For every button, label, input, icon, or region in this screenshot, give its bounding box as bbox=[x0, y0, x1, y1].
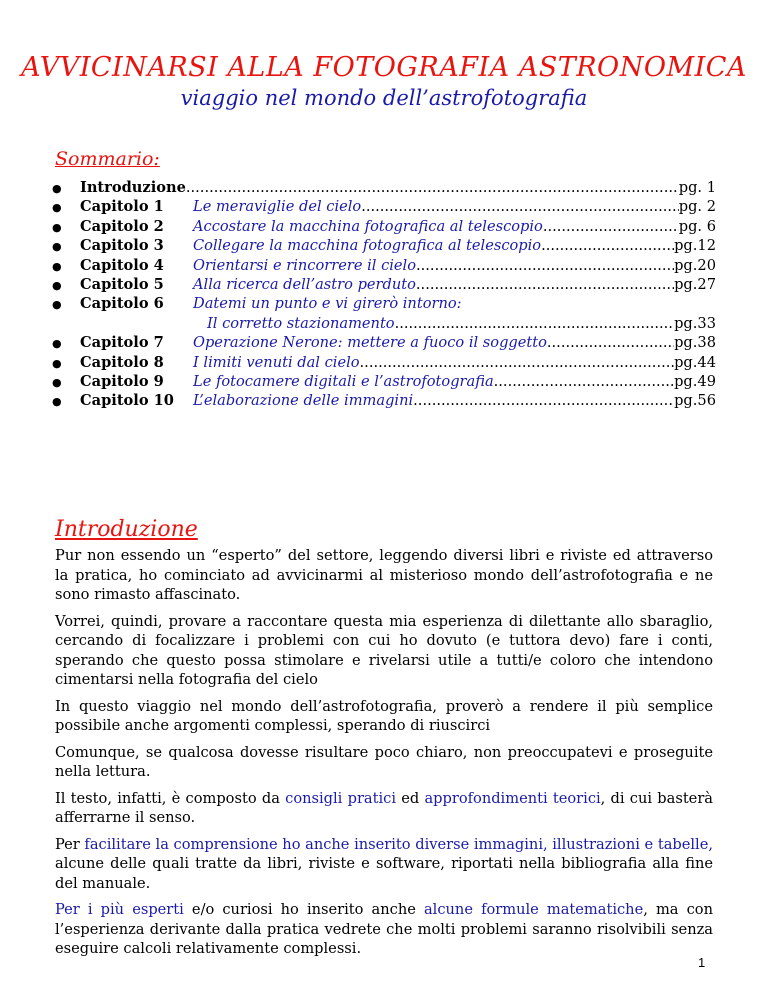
toc-leader bbox=[186, 178, 679, 197]
bullet-icon: ● bbox=[52, 259, 62, 273]
toc-chapter-label: Capitolo 10 bbox=[80, 392, 174, 410]
toc-leader bbox=[413, 391, 674, 410]
document-subtitle: viaggio nel mondo dell’astrofotografia bbox=[180, 86, 588, 110]
section-heading-introduzione: Introduzione bbox=[55, 517, 198, 542]
toc-leader bbox=[416, 256, 674, 275]
toc-leader bbox=[547, 333, 674, 352]
toc-heading: Sommario: bbox=[55, 148, 160, 170]
toc-leader bbox=[543, 217, 679, 236]
toc-chapter-label: Capitolo 1 bbox=[80, 198, 164, 216]
highlight-piu-esperti: Per i più esperti bbox=[55, 901, 184, 918]
paragraph: Pur non essendo un “esperto” del settore, leggendo diversi libri e riviste ed attraverso la pratica, ho cominciato ad avvicinarmi al misterioso mondo dell’astrofotografia e ne sono rimasto affascinato. bbox=[55, 547, 713, 603]
bullet-icon: ● bbox=[52, 375, 62, 389]
toc-page: pg. 6 bbox=[678, 217, 716, 235]
toc-leader bbox=[360, 353, 675, 372]
text-run: ed bbox=[396, 789, 425, 807]
paragraph bbox=[55, 900, 713, 959]
bullet-icon: ● bbox=[52, 395, 62, 409]
highlight-immagini: facilitare la comprensione ho anche inserito diverse immagini, illustrazioni e tabelle, bbox=[84, 835, 713, 853]
paragraph: Vorrei, quindi, provare a raccontare questa mia esperienza di dilettante allo sbaraglio, cercando di focalizzare i problemi con cui ho dovuto (e tuttora devo) fare i conti, sperando che questo possa stimolare e rivelarsi utile a tutti/e coloro che intendono cimentarsi nella fotografia del cielo bbox=[55, 612, 713, 688]
toc-chapter-label: Capitolo 9 bbox=[80, 372, 164, 390]
toc-leader bbox=[395, 314, 674, 333]
toc-row bbox=[52, 353, 716, 372]
toc-page: pg.33 bbox=[674, 314, 716, 332]
bullet-icon: ● bbox=[52, 278, 62, 292]
bullet-icon: ● bbox=[52, 337, 62, 351]
toc-page: pg.56 bbox=[674, 392, 716, 410]
toc-chapter-title: Le meraviglie del cielo bbox=[193, 198, 362, 216]
toc-chapter-label: Capitolo 8 bbox=[80, 353, 164, 371]
toc-chapter-label: Capitolo 3 bbox=[80, 237, 164, 255]
bullet-icon: ● bbox=[52, 182, 62, 195]
toc-row-intro bbox=[52, 178, 716, 197]
toc-page: pg.49 bbox=[674, 372, 716, 390]
toc-chapter-label: Capitolo 4 bbox=[80, 256, 164, 274]
highlight-consigli-pratici: consigli pratici bbox=[285, 789, 396, 807]
bullet-icon: ● bbox=[52, 220, 62, 234]
toc-page: pg.20 bbox=[674, 256, 716, 274]
paragraph: Comunque, se qualcosa dovesse risultare poco chiaro, non preoccupatevi e proseguite nella lettura. bbox=[55, 743, 713, 780]
introduzione-body bbox=[55, 546, 713, 966]
toc-intro-label: Introduzione bbox=[80, 179, 186, 196]
toc-chapter-label: Capitolo 5 bbox=[80, 275, 164, 293]
toc-page: pg.27 bbox=[674, 275, 716, 293]
toc-row bbox=[52, 236, 716, 255]
toc-row bbox=[52, 333, 716, 352]
toc-row bbox=[52, 217, 716, 236]
toc-chapter-subtitle: Il corretto stazionamento bbox=[207, 314, 395, 332]
text-run: e/o curiosi ho inserito anche bbox=[183, 901, 424, 918]
bullet-icon: ● bbox=[52, 240, 62, 254]
toc-row bbox=[52, 197, 716, 216]
toc-chapter-title: I limiti venuti dal cielo bbox=[193, 353, 360, 371]
toc-row bbox=[52, 275, 716, 294]
toc-page: pg. 2 bbox=[678, 198, 716, 216]
bullet-icon: ● bbox=[52, 298, 62, 312]
text-run: Per bbox=[55, 835, 85, 853]
toc-row bbox=[52, 372, 716, 391]
toc-chapter-label: Capitolo 2 bbox=[80, 217, 164, 235]
toc-chapter-title: L’elaborazione delle immagini bbox=[193, 392, 414, 410]
paragraph bbox=[55, 789, 713, 828]
toc-row bbox=[52, 391, 716, 410]
table-of-contents bbox=[52, 178, 716, 411]
text-run: Il testo, infatti, è composto da bbox=[55, 789, 286, 807]
toc-chapter-title: Accostare la macchina fotografica al telescopio bbox=[193, 217, 543, 235]
highlight-formule: alcune formule matematiche bbox=[423, 901, 644, 918]
toc-leader bbox=[416, 275, 674, 294]
paragraph: In questo viaggio nel mondo dell’astrofotografia, proverò a rendere il più semplice possibile anche argomenti complessi, sperando di riuscirci bbox=[55, 697, 713, 734]
toc-leader bbox=[541, 236, 674, 255]
toc-leader bbox=[494, 372, 674, 391]
toc-chapter-title: Operazione Nerone: mettere a fuoco il soggetto bbox=[193, 334, 547, 352]
text-run: , ma con l’esperienza derivante dalla pratica vedrete che molti problemi saranno risolvibili senza eseguire calcoli relativamente complessi. bbox=[55, 901, 713, 957]
text-run: , di cui basterà afferrarne il senso. bbox=[55, 789, 713, 826]
toc-leader bbox=[361, 197, 679, 216]
toc-chapter-title: Collegare la macchina fotografica al telescopio bbox=[193, 237, 542, 255]
toc-chapter-title: Alla ricerca dell’astro perduto bbox=[193, 275, 416, 293]
toc-chapter-label: Capitolo 7 bbox=[80, 334, 164, 352]
page-number: 1 bbox=[698, 955, 706, 970]
document-title: AVVICINARSI ALLA FOTOGRAFIA ASTRONOMICA bbox=[21, 52, 747, 83]
highlight-approfondimenti-teorici: approfondimenti teorici bbox=[424, 789, 601, 807]
bullet-icon: ● bbox=[52, 356, 62, 370]
toc-chapter-title: Datemi un punto e vi girerò intorno: bbox=[193, 295, 462, 313]
toc-page: pg.44 bbox=[674, 353, 716, 371]
toc-page: pg.12 bbox=[674, 237, 716, 255]
toc-chapter-title: Orientarsi e rincorrere il cielo bbox=[193, 256, 417, 274]
toc-row bbox=[52, 294, 716, 313]
text-run: alcune delle quali tratte da libri, riviste e software, riportati nella bibliografia alla fine del manuale. bbox=[55, 855, 713, 892]
toc-page: pg. 1 bbox=[678, 179, 716, 196]
toc-row bbox=[52, 256, 716, 275]
bullet-icon: ● bbox=[52, 201, 62, 215]
paragraph bbox=[55, 835, 713, 894]
toc-chapter-label: Capitolo 6 bbox=[80, 295, 164, 313]
toc-row-continuation bbox=[52, 314, 716, 333]
toc-chapter-title: Le fotocamere digitali e l’astrofotografia bbox=[193, 372, 494, 390]
toc-page: pg.38 bbox=[674, 334, 716, 352]
